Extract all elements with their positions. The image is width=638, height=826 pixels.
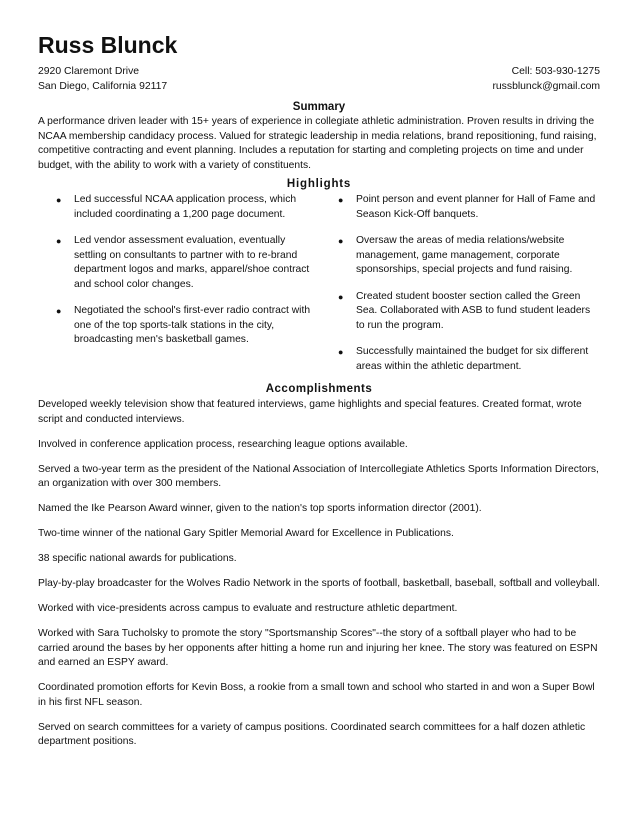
bullet-icon: ●	[56, 195, 62, 205]
highlight-item	[56, 193, 311, 222]
bullet-icon: ●	[338, 195, 344, 205]
bullet-icon: ●	[56, 306, 62, 316]
highlights-heading: Highlights	[286, 178, 352, 190]
resume-page	[38, 30, 600, 760]
accomplishment-item: Two-time winner of the national Gary Spitler Memorial Award for Excellence in Publications.	[38, 528, 454, 539]
bullet-icon: ●	[338, 347, 344, 357]
highlight-text: Led successful NCAA application process, which included coordinating a 1,200 page document.	[74, 194, 297, 220]
accomplishment-item: Play-by-play broadcaster for the Wolves Radio Network in the sports of football, basketball, baseball, softball and volleyball.	[38, 578, 600, 589]
highlights-columns	[38, 193, 600, 386]
highlight-item	[338, 290, 600, 334]
accomplishments-heading: Accomplishments	[265, 383, 373, 395]
accomplishment-item: Named the Ike Pearson Award winner, given to the nation's top sports information director (2001).	[38, 503, 482, 514]
accomplishment-item: Served on search committees for a variety of campus positions. Coordinated search committees for a half dozen athletic department positions.	[38, 721, 586, 747]
contact-row-2	[38, 80, 600, 95]
highlight-item	[56, 304, 311, 348]
accomplishment-item: Coordinated promotion efforts for Kevin Boss, a rookie from a small town and school who started in and won a Super Bowl in his first NFL season.	[38, 682, 595, 708]
highlight-text: Oversaw the areas of media relations/website management, game management, corporate sponsorships, special projects and fund raising.	[356, 235, 573, 275]
accomplishment-item: Developed weekly television show that featured interviews, game highlights and special features. Created format, wrote script and conducted interviews.	[38, 399, 582, 425]
accomplishment-item: 38 specific national awards for publications.	[38, 553, 237, 564]
bullet-icon: ●	[56, 236, 62, 246]
highlight-item	[338, 234, 600, 278]
candidate-name: Russ Blunck	[38, 32, 178, 58]
highlight-item	[56, 234, 311, 292]
summary-heading: Summary	[292, 101, 346, 113]
address-line-2: San Diego, California 92117	[38, 80, 168, 92]
accomplishment-item: Worked with Sara Tucholsky to promote the story "Sportsmanship Scores"--the story of a softball player who had to be carried around the bases by her opponents after hitting a home run and injuring her knee. The story was featured on ESPN and earned an ESPY award.	[38, 628, 598, 668]
highlight-text: Led vendor assessment evaluation, eventually settling on consultants to partner with to re-brand department logos and marks, apparel/shoe contract and school color changes.	[74, 235, 310, 290]
highlight-item	[338, 193, 600, 222]
phone: Cell: 503-930-1275	[511, 66, 600, 77]
highlights-left-column	[38, 193, 311, 386]
accomplishments-list	[38, 398, 600, 750]
accomplishment-item: Worked with vice-presidents across campus to evaluate and restructure athletic department.	[38, 603, 458, 614]
address-line-1: 2920 Claremont Drive	[38, 66, 140, 77]
accomplishment-item: Served a two-year term as the president of the National Association of Intercollegiate Athletics Sports Information Directors, an organization with over 300 members.	[38, 463, 599, 489]
accomplishment-item: Involved in conference application process, researching league options available.	[38, 438, 408, 450]
highlights-right-column	[318, 193, 600, 386]
contact-row-1	[38, 65, 600, 80]
bullet-icon: ●	[338, 291, 344, 302]
email: russblunck@gmail.com	[492, 80, 600, 92]
bullet-icon: ●	[338, 236, 344, 246]
highlight-text: Successfully maintained the budget for six different areas within the athletic department.	[356, 346, 589, 372]
highlight-item	[338, 345, 600, 374]
highlight-text: Negotiated the school's first-ever radio contract with one of the top sports-talk stations in the city, broadcasting men's basketball games.	[74, 305, 311, 345]
summary-text: A performance driven leader with 15+ years of experience in collegiate athletic administration. Proven results in driving the NCAA membership candidacy process. Valued for strategic leadership in media relations, brand repositioning, fund raising, competitive contracting and event planning. Includes a reputation for starting and completing projects on time and under budget, with the ability to work with a variety of constituents.	[38, 116, 597, 171]
highlight-text: Created student booster section called the Green Sea. Collaborated with ASB to fund student leaders to run the program.	[356, 290, 591, 331]
highlight-text: Point person and event planner for Hall of Fame and Season Kick-Off banquets.	[356, 194, 596, 220]
